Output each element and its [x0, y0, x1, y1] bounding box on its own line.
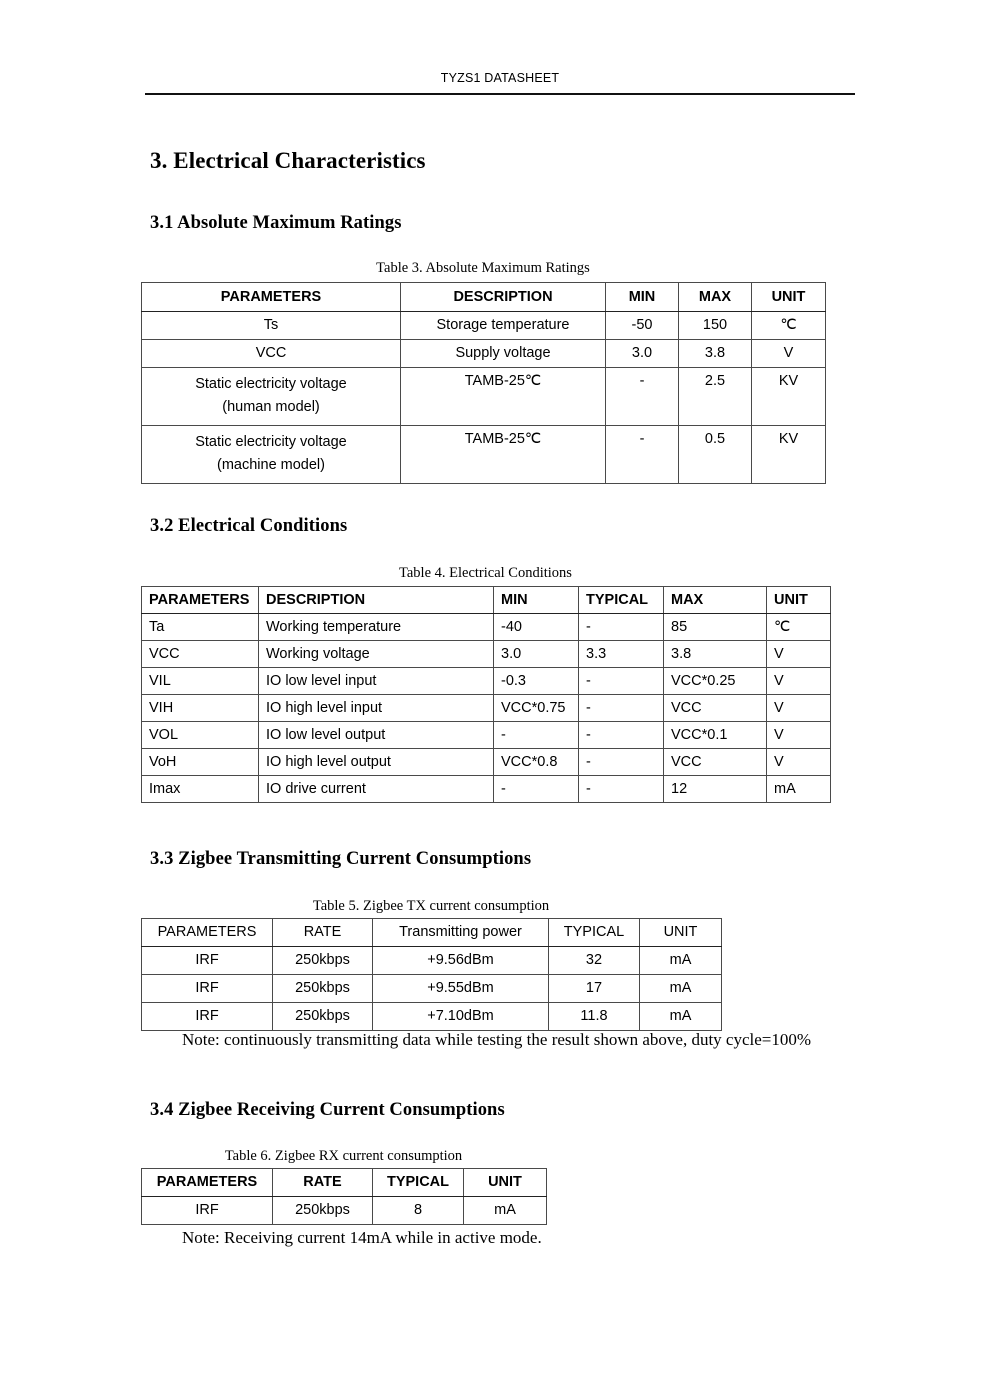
cell-typical: - [579, 749, 664, 776]
cell-rate: 250kbps [273, 947, 373, 975]
cell-max: VCC [664, 749, 767, 776]
cell-max: 0.5 [679, 426, 752, 484]
cell-typical: - [579, 776, 664, 803]
col-header-unit: UNIT [767, 587, 831, 614]
cell-unit: V [767, 695, 831, 722]
cell-typical: 32 [549, 947, 640, 975]
col-header-rate: RATE [273, 919, 373, 947]
cell-unit: KV [752, 368, 826, 426]
cell-parameters: VOL [142, 722, 259, 749]
table-row [142, 340, 826, 368]
table3-caption: Table 3. Absolute Maximum Ratings [376, 260, 590, 276]
table5-caption: Table 5. Zigbee TX current consumption [312, 898, 550, 914]
cell-max: 85 [664, 614, 767, 641]
cell-parameters: VCC [142, 641, 259, 668]
cell-unit: V [767, 722, 831, 749]
table-row [142, 368, 826, 426]
cell-parameters: Ts [142, 312, 401, 340]
cell-description: IO low level output [259, 722, 494, 749]
cell-unit: ℃ [767, 614, 831, 641]
cell-typical: 8 [373, 1197, 464, 1225]
cell-parameters: Imax [142, 776, 259, 803]
cell-parameters: IRF [142, 947, 273, 975]
section-heading-3-4: 3.4 Zigbee Receiving Current Consumptions [150, 1100, 505, 1120]
cell-unit: mA [640, 1003, 722, 1031]
table-zigbee-tx-current [141, 918, 722, 1031]
table-row [142, 1197, 547, 1225]
col-header-parameters: PARAMETERS [142, 283, 401, 312]
cell-unit: mA [640, 975, 722, 1003]
cell-description: Storage temperature [401, 312, 606, 340]
col-header-description: DESCRIPTION [259, 587, 494, 614]
cell-typical: - [579, 695, 664, 722]
col-header-transmitting-power: Transmitting power [373, 919, 549, 947]
cell-min: 3.0 [494, 641, 579, 668]
cell-min: VCC*0.8 [494, 749, 579, 776]
table-row [142, 426, 826, 484]
col-header-max: MAX [664, 587, 767, 614]
cell-parameters-line2: (human model) [222, 399, 320, 415]
col-header-unit: UNIT [752, 283, 826, 312]
col-header-unit: UNIT [464, 1169, 547, 1197]
table-row [142, 312, 826, 340]
table-row [142, 695, 831, 722]
cell-unit: mA [767, 776, 831, 803]
cell-typical: - [579, 614, 664, 641]
col-header-min: MIN [606, 283, 679, 312]
cell-typical: 11.8 [549, 1003, 640, 1031]
cell-unit: ℃ [752, 312, 826, 340]
cell-description: IO high level input [259, 695, 494, 722]
cell-unit: V [767, 749, 831, 776]
cell-typical: - [579, 722, 664, 749]
cell-parameters: Ta [142, 614, 259, 641]
cell-parameters-line1: Static electricity voltage [195, 376, 347, 392]
table-row [142, 1003, 722, 1031]
cell-power: +9.55dBm [373, 975, 549, 1003]
cell-parameters: IRF [142, 1197, 273, 1225]
col-header-typical: TYPICAL [549, 919, 640, 947]
cell-parameters-line1: Static electricity voltage [195, 434, 347, 450]
cell-parameters-line2: (machine model) [217, 457, 325, 473]
table-electrical-conditions [141, 586, 831, 803]
cell-rate: 250kbps [273, 1197, 373, 1225]
table-row [142, 668, 831, 695]
cell-parameters: VoH [142, 749, 259, 776]
table-row [142, 975, 722, 1003]
col-header-parameters: PARAMETERS [142, 919, 273, 947]
cell-description: IO drive current [259, 776, 494, 803]
table-row [142, 641, 831, 668]
cell-typical: 3.3 [579, 641, 664, 668]
cell-typical: - [579, 668, 664, 695]
col-header-unit: UNIT [640, 919, 722, 947]
cell-max: VCC*0.25 [664, 668, 767, 695]
cell-description: Working voltage [259, 641, 494, 668]
table-header-row [142, 283, 826, 312]
cell-power: +9.56dBm [373, 947, 549, 975]
cell-typical: 17 [549, 975, 640, 1003]
table4-caption: Table 4. Electrical Conditions [399, 565, 572, 581]
cell-parameters: VCC [142, 340, 401, 368]
section-heading-3: 3. Electrical Characteristics [150, 148, 426, 173]
cell-min: - [606, 368, 679, 426]
cell-power: +7.10dBm [373, 1003, 549, 1031]
col-header-rate: RATE [273, 1169, 373, 1197]
cell-max: 150 [679, 312, 752, 340]
cell-max: 12 [664, 776, 767, 803]
table-row [142, 947, 722, 975]
cell-description: TAMB-25℃ [401, 426, 606, 484]
col-header-typical: TYPICAL [579, 587, 664, 614]
col-header-description: DESCRIPTION [401, 283, 606, 312]
table-row [142, 749, 831, 776]
cell-parameters: VIH [142, 695, 259, 722]
table6-note: Note: Receiving current 14mA while in active mode. [182, 1228, 542, 1247]
cell-max: 3.8 [679, 340, 752, 368]
cell-unit: V [767, 641, 831, 668]
cell-description: Supply voltage [401, 340, 606, 368]
cell-rate: 250kbps [273, 975, 373, 1003]
table-header-row [142, 1169, 547, 1197]
cell-max: VCC*0.1 [664, 722, 767, 749]
cell-min: -50 [606, 312, 679, 340]
table-row [142, 776, 831, 803]
cell-max: 3.8 [664, 641, 767, 668]
col-header-parameters: PARAMETERS [142, 587, 259, 614]
cell-min: -0.3 [494, 668, 579, 695]
cell-unit: V [767, 668, 831, 695]
section-heading-3-3: 3.3 Zigbee Transmitting Current Consumptions [150, 849, 532, 869]
cell-unit: V [752, 340, 826, 368]
table-row [142, 614, 831, 641]
col-header-typical: TYPICAL [373, 1169, 464, 1197]
cell-parameters [142, 368, 401, 426]
cell-description: IO low level input [259, 668, 494, 695]
cell-min: 3.0 [606, 340, 679, 368]
cell-parameters [142, 426, 401, 484]
cell-description: IO high level output [259, 749, 494, 776]
cell-description: TAMB-25℃ [401, 368, 606, 426]
section-heading-3-2: 3.2 Electrical Conditions [150, 516, 348, 536]
table5-note: Note: continuously transmitting data while testing the result shown above, duty cycle=100% [182, 1030, 812, 1049]
running-header-title: TYZS1 DATASHEET [440, 71, 560, 85]
section-heading-3-1: 3.1 Absolute Maximum Ratings [150, 213, 402, 233]
cell-description: Working temperature [259, 614, 494, 641]
cell-min: - [494, 722, 579, 749]
cell-parameters: IRF [142, 1003, 273, 1031]
table-absolute-maximum-ratings [141, 282, 826, 484]
page-running-header [145, 70, 855, 86]
col-header-parameters: PARAMETERS [142, 1169, 273, 1197]
table-row [142, 722, 831, 749]
table6-caption: Table 6. Zigbee RX current consumption [224, 1148, 463, 1164]
cell-min: - [606, 426, 679, 484]
cell-unit: KV [752, 426, 826, 484]
cell-unit: mA [640, 947, 722, 975]
cell-min: -40 [494, 614, 579, 641]
col-header-max: MAX [679, 283, 752, 312]
col-header-min: MIN [494, 587, 579, 614]
cell-min: - [494, 776, 579, 803]
cell-rate: 250kbps [273, 1003, 373, 1031]
table-header-row [142, 587, 831, 614]
cell-unit: mA [464, 1197, 547, 1225]
cell-parameters: IRF [142, 975, 273, 1003]
cell-min: VCC*0.75 [494, 695, 579, 722]
cell-max: VCC [664, 695, 767, 722]
cell-parameters: VIL [142, 668, 259, 695]
header-rule [145, 93, 855, 95]
table-zigbee-rx-current [141, 1168, 547, 1225]
cell-max: 2.5 [679, 368, 752, 426]
table-header-row [142, 919, 722, 947]
